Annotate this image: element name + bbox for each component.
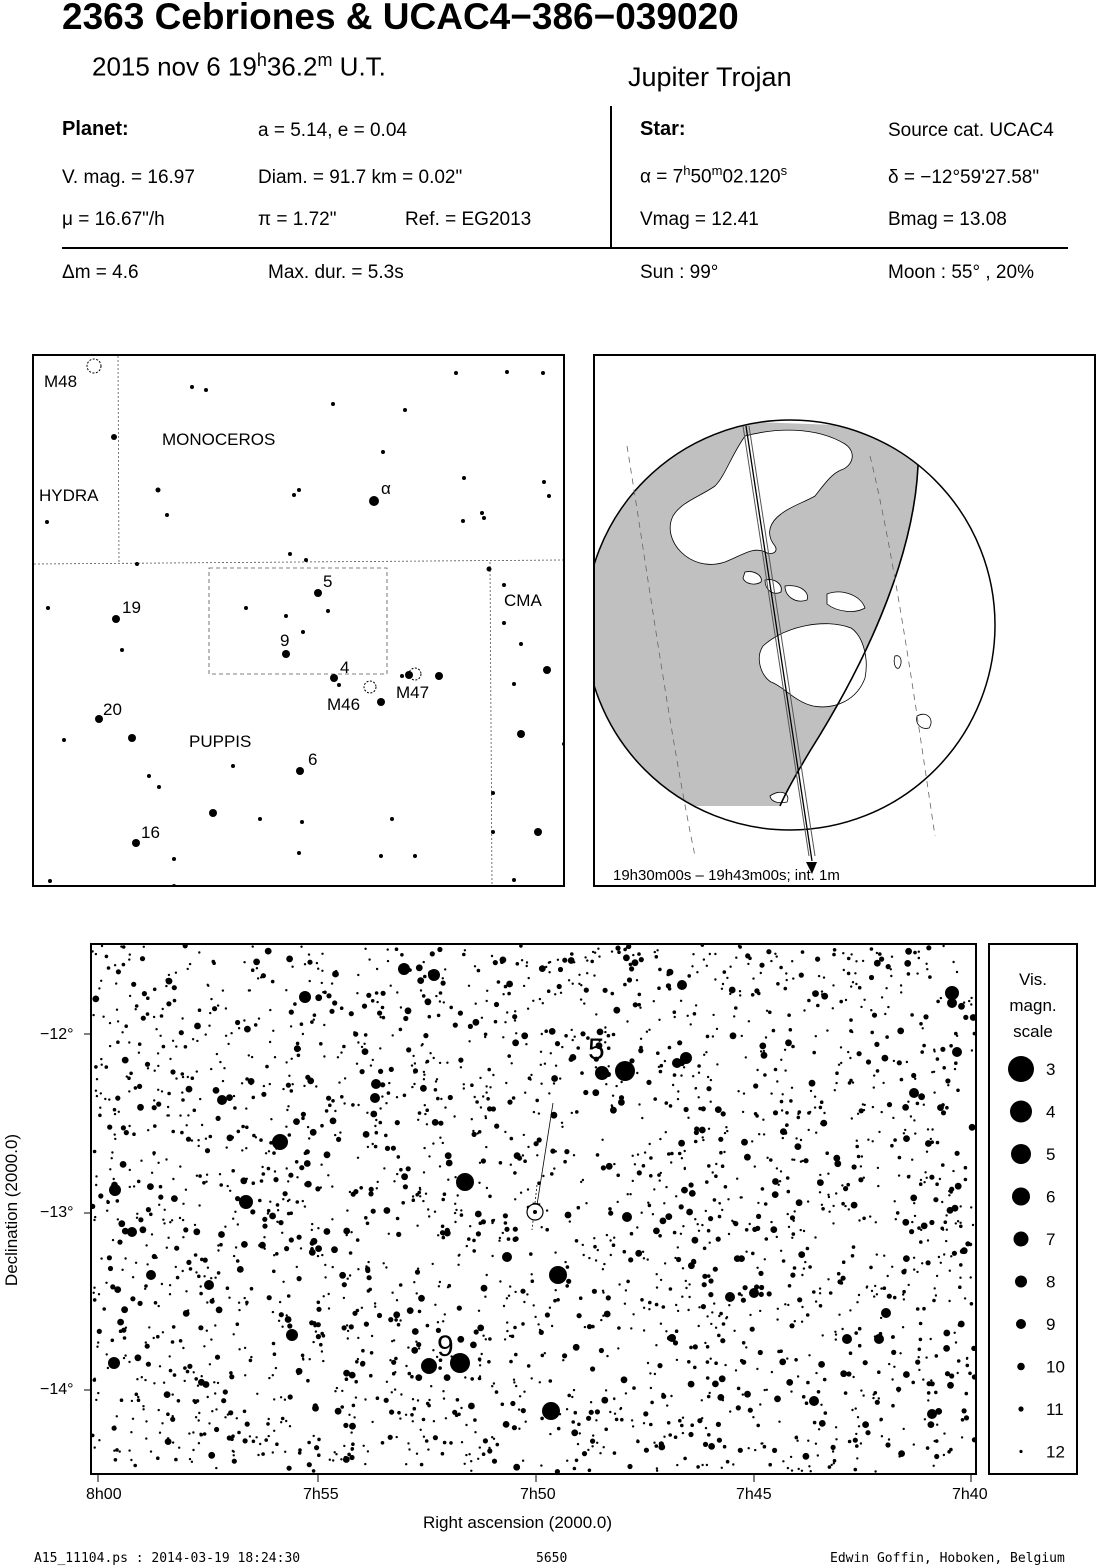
star-delta: δ = −12°59'27.58" (888, 167, 1040, 188)
planet-orbit: a = 5.14, e = 0.04 (258, 120, 407, 141)
max-duration: Max. dur. = 5.3s (268, 262, 404, 283)
legend-mag-label: 6 (1046, 1187, 1056, 1207)
legend-mag-label: 12 (1046, 1442, 1065, 1462)
magnitude-legend (988, 943, 1078, 1475)
legend-dot (1012, 1188, 1030, 1206)
label-star-6: 6 (308, 750, 318, 769)
legend-mag-label: 10 (1046, 1357, 1065, 1377)
x-axis-label: Right ascension (2000.0) (423, 1513, 613, 1532)
moon-info: Moon : 55° , 20% (888, 262, 1034, 283)
legend-mag-label: 11 (1046, 1400, 1064, 1419)
label-m47: M47 (396, 683, 430, 702)
label-hydra: HYDRA (39, 486, 99, 505)
label-cma: CMA (504, 591, 542, 610)
footer-file: A15_11104.ps : 2014-03-19 18:24:30 (34, 1551, 301, 1566)
x-tick-7h55: 7h55 (303, 1486, 339, 1503)
y-tick-13: −13° (40, 1204, 74, 1221)
legend-mag-label: 9 (1046, 1315, 1056, 1334)
label-star-9: 9 (280, 631, 290, 650)
x-tick-8h00: 8h00 (86, 1486, 122, 1503)
planet-reference: Ref. = EG2013 (405, 209, 532, 230)
legend-dot (1015, 1276, 1027, 1288)
label-star-19: 19 (122, 598, 141, 617)
legend-title: Vis. magn. scale (1009, 970, 1057, 1041)
x-tick-7h45: 7h45 (736, 1486, 772, 1503)
legend-dot (1011, 1144, 1031, 1164)
y-axis-label: Declination (2000.0) (2, 1133, 21, 1287)
legend-dot (1019, 1450, 1022, 1453)
event-datetime: 2015 nov 6 19$^h$36.2$^m$ U.T. (92, 50, 386, 82)
label-alpha: α (381, 479, 391, 498)
legend-mag-label: 4 (1046, 1102, 1056, 1122)
chart-label-star-9: 9 (437, 1330, 454, 1363)
legend-mag-label: 8 (1046, 1272, 1056, 1292)
star-alpha: $\alpha = 7^h50^m02.120^s$ (640, 163, 788, 188)
y-tick-12: −12° (40, 1026, 74, 1043)
planet-parallax: π = 1.72" (258, 209, 337, 230)
page-title: 2363 Cebriones & UCAC4−386−039020 (62, 0, 739, 37)
legend-mag-label: 5 (1046, 1145, 1056, 1164)
object-type: Jupiter Trojan (628, 62, 792, 92)
star-source: Source cat. UCAC4 (888, 120, 1054, 141)
legend-dot (1016, 1319, 1026, 1329)
star-heading: Star: (640, 118, 686, 140)
globe-caption: 19h30m00s – 19h43m00s; int. 1m (613, 867, 840, 884)
footer-number: 5650 (536, 1551, 568, 1566)
legend-mag-label: 7 (1046, 1230, 1056, 1249)
label-m48: M48 (44, 372, 78, 391)
label-star-4: 4 (340, 658, 350, 677)
footer-author: Edwin Goffin, Hoboken, Belgium (830, 1551, 1065, 1566)
star-vmag: Vmag = 12.41 (640, 209, 759, 230)
sun-elongation: Sun : 99° (640, 262, 719, 283)
legend-swatches (990, 945, 1076, 1473)
label-puppis: PUPPIS (189, 732, 252, 751)
legend-dot (1017, 1363, 1025, 1371)
label-monoceros: MONOCEROS (162, 430, 276, 449)
legend-dot (1014, 1232, 1029, 1247)
planet-vmag: V. mag. = 16.97 (62, 167, 195, 188)
chart-label-star-5: 5 (588, 1033, 605, 1066)
label-star-16: 16 (141, 823, 160, 842)
star-bmag: Bmag = 13.08 (888, 209, 1007, 230)
label-star-5: 5 (323, 572, 333, 591)
legend-mag-label: 3 (1046, 1060, 1056, 1079)
x-tick-7h50: 7h50 (520, 1486, 556, 1503)
label-m46: M46 (327, 695, 361, 714)
planet-diameter: Diam. = 91.7 km = 0.02" (258, 167, 463, 188)
label-star-20: 20 (103, 700, 122, 719)
planet-motion: μ = 16.67"/h (62, 209, 165, 230)
legend-dot (1018, 1406, 1023, 1411)
legend-dot (1008, 1056, 1034, 1082)
x-tick-7h40: 7h40 (952, 1486, 988, 1503)
planet-heading: Planet: (62, 118, 129, 140)
legend-dot (1010, 1101, 1032, 1123)
delta-magnitude: Δm = 4.6 (62, 262, 139, 283)
y-tick-14: −14° (40, 1381, 74, 1398)
